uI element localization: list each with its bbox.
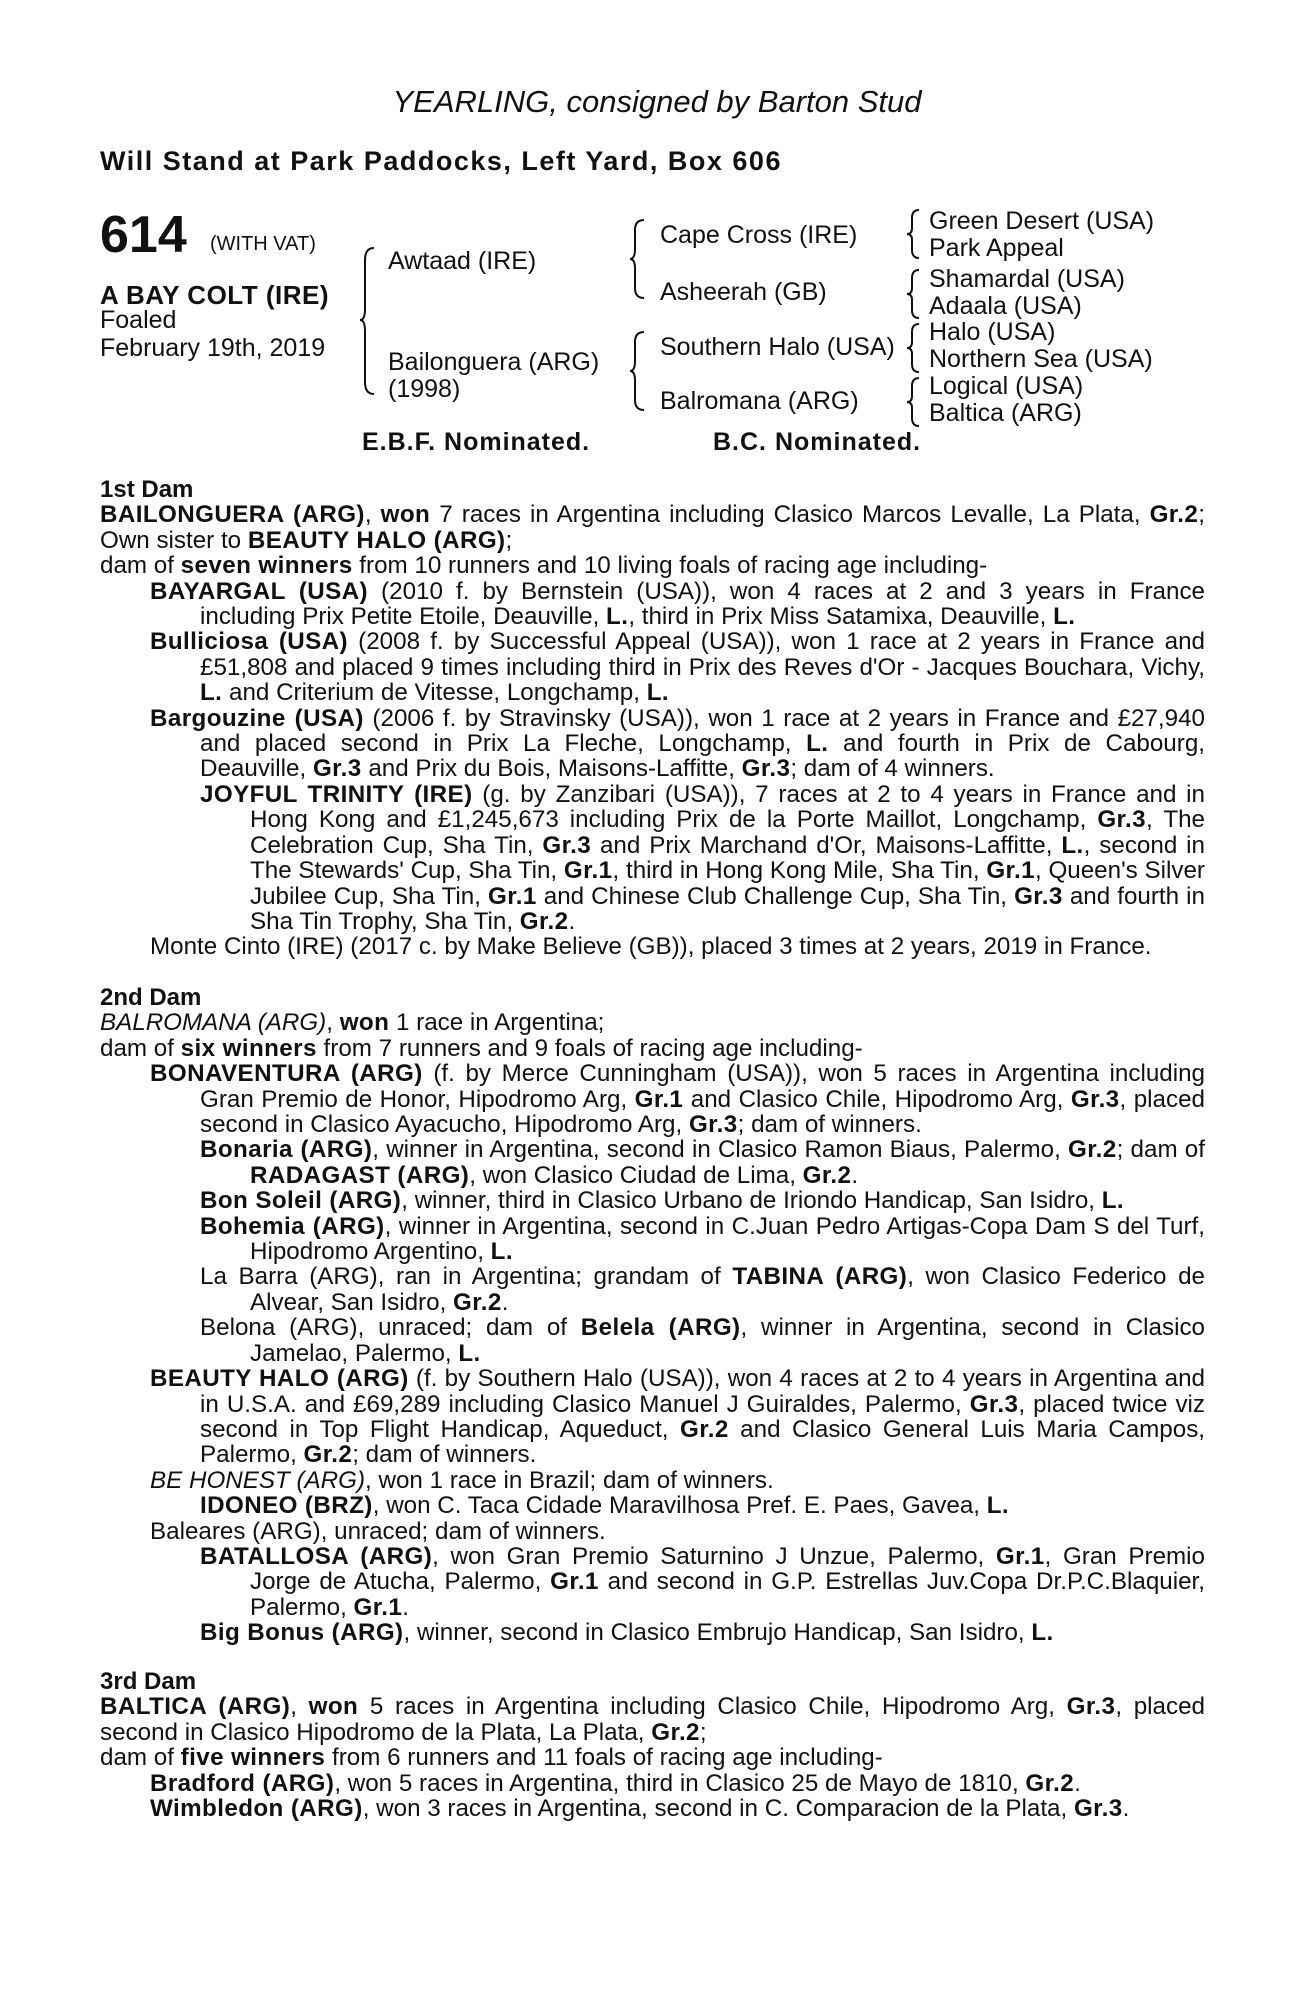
body-text: and Clasico General Luis Maria Campos, Palermo, — [200, 1415, 1206, 1469]
pedigree-g4: Adaala (USA) — [929, 292, 1082, 320]
produce-entry — [100, 706, 1205, 782]
produce-entry — [100, 782, 1205, 934]
body-text: and Prix Marchand d'Or, Maisons-Laffitte, — [591, 831, 1062, 859]
bold-text: won — [380, 501, 431, 529]
pedigree-g1: Green Desert (USA) — [929, 207, 1155, 235]
body-text: (f. by Merce Cunningham (USA)), won 5 races in Argentina including Gran Premio de Honor, Hipodromo Arg, — [200, 1060, 1205, 1113]
bold-text: Gr.3 — [741, 755, 791, 783]
body-text: , placed twice viz second in Top Flight Handicap, Aqueduct, — [200, 1390, 1206, 1443]
bold-text: Bohemia (ARG) — [200, 1212, 385, 1240]
pedigree-g2: Park Appeal — [929, 234, 1064, 262]
produce-entry — [100, 934, 1205, 959]
produce-entry — [100, 1061, 1205, 1137]
body-text: from 10 runners and 10 living foals of racing age including- — [352, 552, 988, 580]
bold-text: Gr.1 — [353, 1593, 403, 1621]
pedigree-dam-dam: Balromana (ARG) — [660, 387, 859, 415]
italic-text: BE HONEST (ARG) — [150, 1466, 366, 1494]
body-text: , Queen's Silver Jubilee Cup, Sha Tin, — [250, 857, 1205, 910]
pedigree-dam-sire: Southern Halo (USA) — [660, 333, 895, 361]
body-text: , won 3 races in Argentina, second in C. Comparacion de la Plata, — [362, 1795, 1074, 1823]
pedigree-bracket-sire — [630, 218, 646, 300]
body-text: . — [1074, 1769, 1081, 1797]
body-text: , winner in Argentina, second in C.Juan Pedro Artigas-Copa Dam S del Turf, Hipodromo Argentino, — [250, 1212, 1205, 1266]
body-text: and fourth in Prix de Cabourg, Deauville, — [200, 730, 1205, 783]
produce-summary — [100, 1745, 1205, 1770]
bold-text: JOYFUL TRINITY (IRE) — [200, 780, 473, 808]
body-text: , placed second in Clasico Ayacucho, Hipodromo Arg, — [200, 1085, 1205, 1139]
vat-note: (WITH VAT) — [210, 233, 316, 255]
body-text: , second in The Stewards' Cup, Sha Tin, — [250, 831, 1205, 885]
body-text: , winner, second in Clasico Embrujo Handicap, San Isidro, — [403, 1619, 1032, 1647]
dam-entry — [100, 1694, 1205, 1745]
bold-text: L. — [458, 1339, 481, 1367]
pedigree-g3: Shamardal (USA) — [929, 265, 1125, 293]
body-text: , third in Prix Miss Satamixa, Deauville, — [628, 603, 1054, 631]
bold-text: Belela (ARG) — [580, 1314, 741, 1342]
body-text: . — [1122, 1795, 1130, 1823]
produce-entry — [100, 1771, 1205, 1796]
bold-text: L. — [200, 679, 223, 707]
bold-text: Gr.1 — [986, 857, 1035, 885]
body-text: , — [364, 501, 381, 529]
bold-text: won — [308, 1693, 359, 1721]
bold-text: L. — [646, 679, 669, 707]
italic-text: BALROMANA (ARG) — [100, 1009, 327, 1037]
bold-text: Wimbledon (ARG) — [150, 1795, 363, 1823]
third-dam-heading: 3rd Dam — [100, 1668, 197, 1695]
bold-text: Gr.1 — [563, 857, 613, 885]
body-text: , won 1 race in Brazil; dam of winners. — [365, 1466, 774, 1494]
body-text: Monte Cinto (IRE) (2017 c. by Make Believe (GB)), placed 3 times at 2 years, 2019 in France. — [150, 933, 1152, 961]
body-text: (g. by Zanzibari (USA)), 7 races at 2 to 4 years in France and in Hong Kong and £1,245,673 including Prix de la Porte Maillot, Longchamp, — [250, 780, 1206, 834]
body-text: dam of — [100, 1744, 181, 1772]
body-text: (2010 f. by Bernstein (USA)), won 4 races at 2 and 3 years in France including Prix Petite Etoile, Deauville, — [200, 577, 1205, 631]
bold-text: six winners — [180, 1034, 317, 1062]
bold-text: Gr.2 — [1067, 1136, 1117, 1164]
body-text: ; — [505, 526, 513, 554]
body-text: , — [326, 1009, 340, 1037]
body-text: and Chinese Club Challenge Cup, Sha Tin, — [536, 882, 1015, 910]
bold-text: Bargouzine (USA) — [150, 704, 364, 732]
body-text: ; — [699, 1718, 707, 1746]
bold-text: Gr.3 — [542, 831, 592, 859]
body-text: 1 race in Argentina; — [389, 1009, 605, 1037]
body-text: and Criterium de Vitesse, Longchamp, — [222, 679, 647, 707]
pedigree-dam-year: (1998) — [388, 375, 461, 403]
body-text: . — [851, 1161, 859, 1189]
foaled-date: February 19th, 2019 — [100, 334, 326, 362]
ebf-nomination: E.B.F. Nominated. — [362, 428, 591, 456]
body-text: (2008 f. by Successful Appeal (USA)), won 1 race at 2 years in France and £51,808 and placed 9 times including third in Prix des Reves d'Or - Jacques Bouchara, Vichy, — [200, 628, 1205, 681]
bold-text: Gr.1 — [634, 1085, 684, 1113]
bold-text: Gr.3 — [1070, 1085, 1120, 1113]
body-text: and Clasico Chile, Hipodromo Arg, — [683, 1085, 1071, 1113]
pedigree-g6: Northern Sea (USA) — [929, 345, 1153, 373]
body-text: ; dam of 4 winners. — [790, 755, 995, 783]
bold-text: Big Bonus (ARG) — [200, 1619, 404, 1647]
body-text: , winner in Argentina, second in Clasico Jamelao, Palermo, — [250, 1314, 1205, 1367]
body-text: , The Celebration Cup, Sha Tin, — [250, 806, 1205, 859]
pedigree-bracket-g2 — [907, 268, 921, 320]
produce-entry — [100, 1493, 1205, 1518]
bold-text: Bonaria (ARG) — [200, 1136, 373, 1164]
produce-entry — [100, 1544, 1205, 1620]
bold-text: Gr.2 — [453, 1288, 502, 1316]
body-text: and Prix du Bois, Maisons-Laffitte, — [361, 755, 742, 783]
foaled-label: Foaled — [100, 306, 177, 334]
bold-text: Gr.2 — [651, 1718, 700, 1746]
bold-text: Gr.3 — [1066, 1693, 1116, 1721]
body-text: . — [501, 1288, 509, 1316]
bold-text: TABINA (ARG) — [732, 1263, 908, 1291]
bold-text: Gr.2 — [519, 907, 569, 935]
pedigree-g8: Baltica (ARG) — [929, 399, 1082, 427]
bold-text: Gr.3 — [1014, 882, 1063, 910]
body-text: , won Clasico Ciudad de Lima, — [469, 1161, 803, 1189]
body-text: from 6 runners and 11 foals of racing age including- — [325, 1744, 883, 1772]
bold-text: Gr.1 — [995, 1542, 1045, 1570]
bold-text: Gr.2 — [1149, 501, 1199, 529]
bold-text: BALTICA (ARG) — [100, 1693, 291, 1721]
pedigree-bracket-g4 — [907, 376, 921, 428]
body-text: and second in G.P. Estrellas Juv.Copa Dr.P.C.Blaquier, Palermo, — [250, 1568, 1205, 1621]
body-text: , winner, third in Clasico Urbano de Iriondo Handicap, San Isidro, — [401, 1187, 1102, 1215]
bold-text: Gr.2 — [303, 1441, 353, 1469]
body-text: (f. by Southern Halo (USA)), won 4 races at 2 to 4 years in Argentina and in U.S.A. and £69,289 including Clasico Manuel J Guiraldes, Palermo, — [200, 1365, 1205, 1418]
consignment-line: YEARLING, consigned by Barton Stud — [392, 84, 922, 119]
lot-number: 614 — [100, 206, 187, 264]
bold-text: Gr.3 — [1097, 806, 1147, 834]
produce-entry — [100, 1214, 1205, 1265]
bold-text: Bradford (ARG) — [150, 1769, 335, 1797]
bold-text: Gr.2 — [1025, 1769, 1075, 1797]
second-dam-heading: 2nd Dam — [100, 984, 202, 1011]
bold-text: BAILONGUERA (ARG) — [100, 501, 365, 529]
bold-text: BATALLOSA (ARG) — [200, 1542, 433, 1570]
stand-location: Will Stand at Park Paddocks, Left Yard, Box 606 — [100, 146, 782, 176]
dam-entry — [100, 502, 1205, 553]
body-text: from 7 runners and 9 foals of racing age including- — [316, 1034, 863, 1062]
bold-text: five winners — [180, 1744, 326, 1772]
pedigree-bracket-g3 — [907, 322, 921, 374]
produce-summary — [100, 553, 1205, 578]
bold-text: L. — [1031, 1619, 1054, 1647]
bold-text: Gr.3 — [969, 1390, 1019, 1418]
produce-entry — [100, 1366, 1205, 1468]
produce-entry — [100, 1796, 1205, 1821]
dam-entry — [100, 1010, 1205, 1035]
produce-entry — [100, 1519, 1205, 1544]
body-text: ; dam of winners. — [737, 1111, 922, 1139]
second-dam-section — [100, 985, 1205, 1646]
bold-text: Gr.2 — [802, 1161, 852, 1189]
produce-entry — [100, 1188, 1205, 1213]
body-text: Baleares (ARG), unraced; dam of winners. — [150, 1517, 606, 1545]
bold-text: BEAUTY HALO (ARG) — [150, 1365, 409, 1393]
bold-text: L. — [606, 603, 629, 631]
body-text: 5 races in Argentina including Clasico Chile, Hipodromo Arg, — [358, 1693, 1067, 1721]
produce-entry — [100, 1620, 1205, 1645]
bc-nomination: B.C. Nominated. — [713, 428, 922, 456]
produce-entry — [100, 1137, 1205, 1188]
body-text: , Gran Premio Jorge de Atucha, Palermo, — [250, 1542, 1206, 1596]
body-text: and fourth in Sha Tin Trophy, Sha Tin, — [250, 882, 1205, 935]
produce-entry — [100, 629, 1205, 705]
body-text: ; Own sister to — [100, 501, 1205, 554]
bold-text: L. — [1101, 1187, 1125, 1215]
body-text: ; dam of — [1116, 1136, 1205, 1164]
pedigree-dam: Bailonguera (ARG) — [388, 348, 600, 376]
produce-summary — [100, 1036, 1205, 1061]
produce-entry — [100, 1468, 1205, 1493]
bold-text: Gr.3 — [312, 755, 362, 783]
bold-text: L. — [1061, 831, 1084, 859]
body-text: ; dam of winners. — [352, 1441, 537, 1469]
pedigree-sire: Awtaad (IRE) — [388, 247, 537, 275]
body-text: (2006 f. by Stravinsky (USA)), won 1 race at 2 years in France and £27,940 and placed second in Prix La Fleche, Longchamp, — [200, 704, 1205, 758]
produce-entry — [100, 1264, 1205, 1315]
bold-text: Gr.3 — [688, 1111, 738, 1139]
bold-text: L. — [1053, 603, 1076, 631]
pedigree-bracket-main — [360, 246, 376, 396]
bold-text: Bon Soleil (ARG) — [200, 1187, 402, 1215]
pedigree-bracket-dam — [630, 330, 646, 412]
bold-text: Gr.2 — [680, 1415, 729, 1443]
body-text: , placed second in Clasico Hipodromo de la Plata, La Plata, — [100, 1693, 1206, 1746]
bold-text: BONAVENTURA (ARG) — [150, 1060, 423, 1088]
produce-entry — [100, 579, 1205, 630]
bold-text: seven winners — [180, 552, 353, 580]
body-text: , won Clasico Federico de Alvear, San Isidro, — [250, 1263, 1205, 1316]
body-text: , won 5 races in Argentina, third in Clasico 25 de Mayo de 1810, — [334, 1769, 1026, 1797]
bold-text: RADAGAST (ARG) — [250, 1161, 470, 1189]
body-text: La Barra (ARG), ran in Argentina; grandam of — [200, 1263, 733, 1291]
bold-text: BEAUTY HALO (ARG) — [247, 526, 506, 554]
pedigree-g5: Halo (USA) — [929, 318, 1056, 346]
body-text: , won Gran Premio Saturnino J Unzue, Palermo, — [432, 1542, 996, 1570]
pedigree-bracket-g1 — [907, 208, 921, 260]
bold-text: L. — [986, 1492, 1010, 1520]
body-text: , winner in Argentina, second in Clasico Ramon Biaus, Palermo, — [372, 1136, 1068, 1164]
first-dam-heading: 1st Dam — [100, 476, 194, 503]
bold-text: won — [339, 1009, 390, 1037]
bold-text: L. — [490, 1238, 513, 1266]
bold-text: Gr.1 — [550, 1568, 599, 1596]
body-text: . — [402, 1593, 409, 1621]
body-text: . — [568, 907, 576, 935]
body-text: dam of — [100, 552, 181, 580]
bold-text: Gr.3 — [1073, 1795, 1123, 1823]
bold-text: Gr.1 — [488, 882, 537, 910]
pedigree-sire-sire: Cape Cross (IRE) — [660, 221, 858, 249]
bold-text: Bulliciosa (USA) — [150, 628, 348, 656]
pedigree-sire-dam: Asheerah (GB) — [660, 278, 827, 306]
body-text: dam of — [100, 1034, 181, 1062]
body-text: Belona (ARG), unraced; dam of — [200, 1314, 581, 1342]
bold-text: L. — [806, 730, 829, 758]
bold-text: BAYARGAL (USA) — [150, 577, 369, 605]
body-text: , won C. Taca Cidade Maravilhosa Pref. E. Paes, Gavea, — [372, 1492, 987, 1520]
body-text: 7 races in Argentina including Clasico Marcos Levalle, La Plata, — [430, 501, 1150, 529]
bold-text: IDONEO (BRZ) — [200, 1492, 373, 1520]
lot-title: A BAY COLT (IRE) — [100, 280, 330, 310]
body-text: , — [290, 1693, 309, 1721]
body-text: , third in Hong Kong Mile, Sha Tin, — [612, 857, 987, 885]
produce-entry — [100, 1315, 1205, 1366]
first-dam-section — [100, 477, 1205, 960]
pedigree-g7: Logical (USA) — [929, 372, 1084, 400]
third-dam-section — [100, 1669, 1205, 1821]
